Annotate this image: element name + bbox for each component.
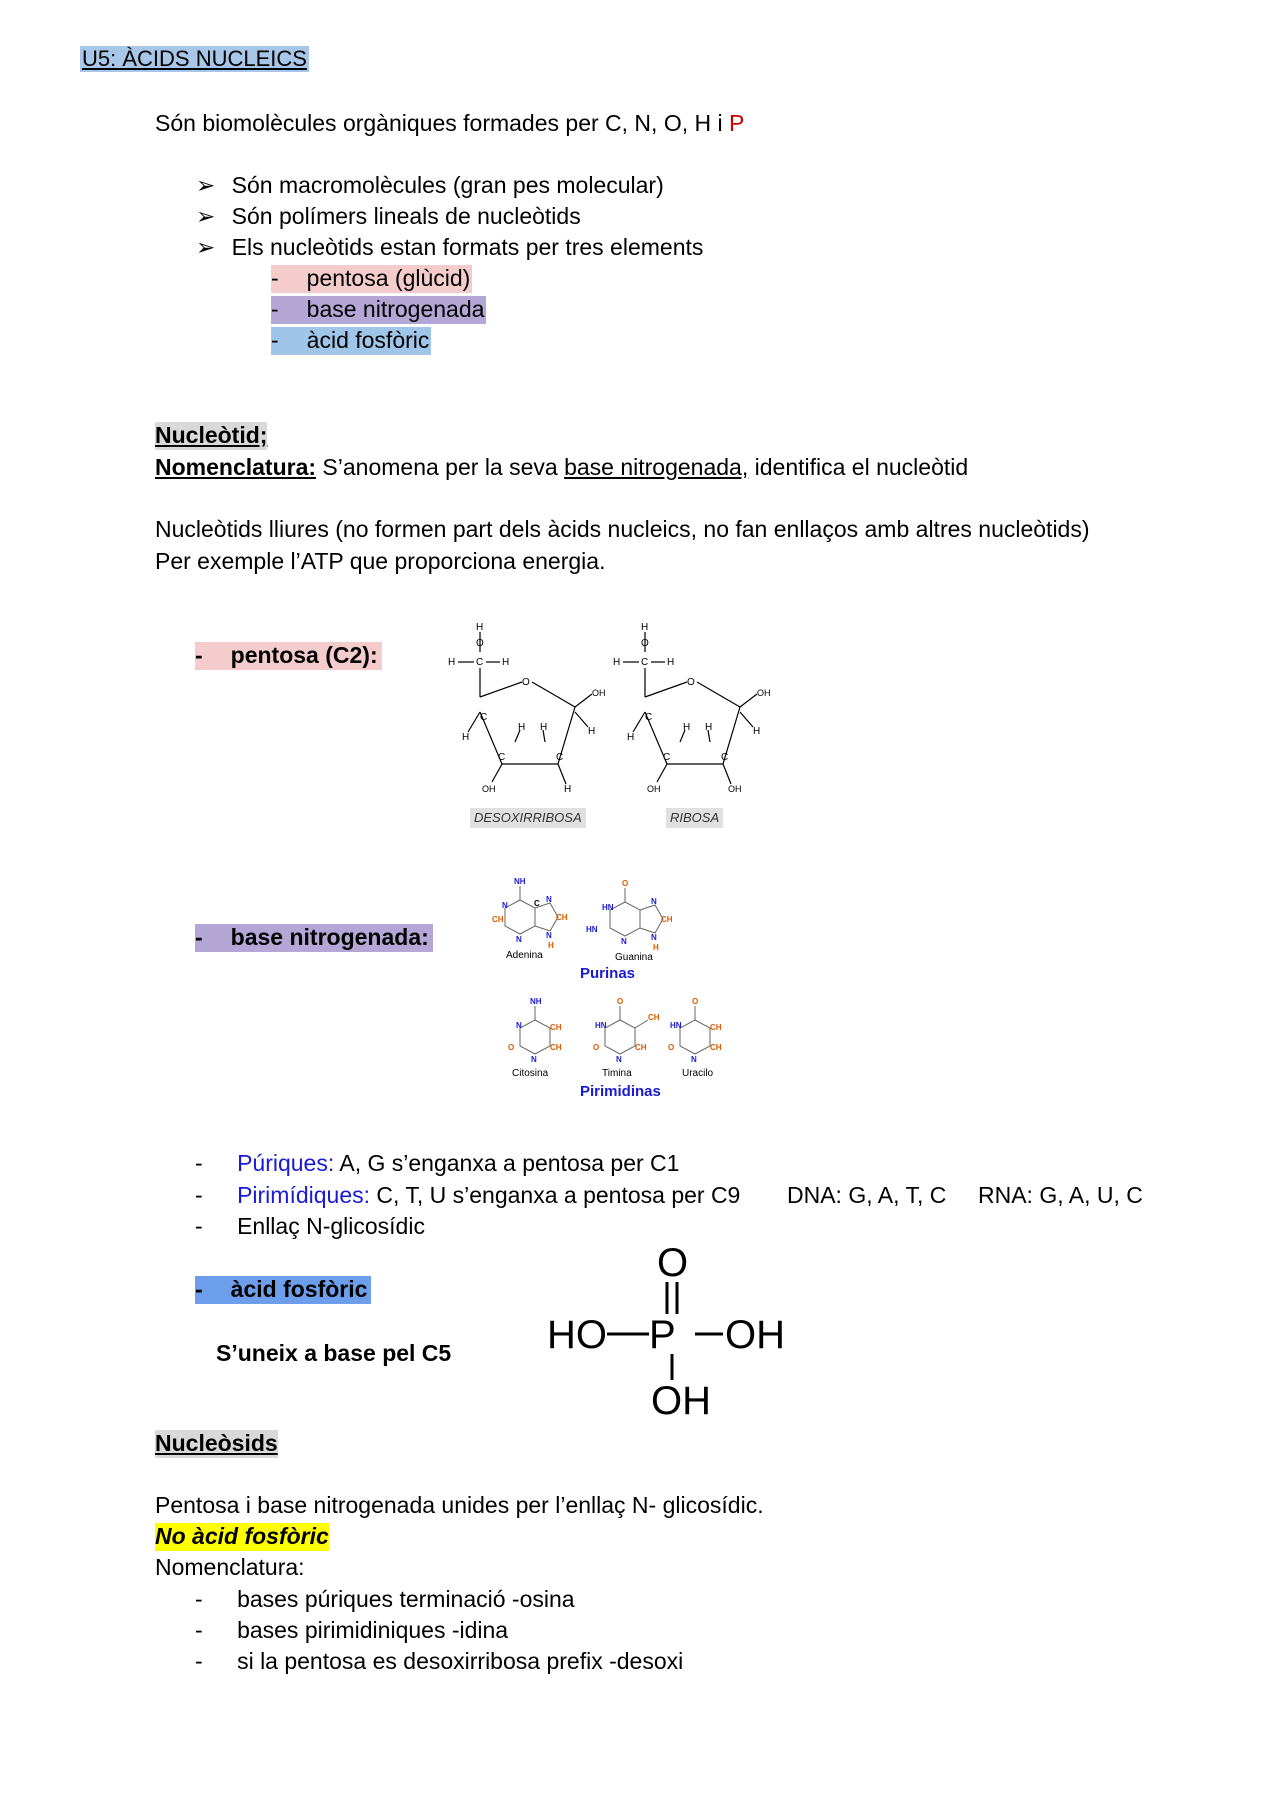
atom-n: N: [546, 931, 552, 940]
atom-h: H: [564, 784, 572, 795]
intro-red-letter: P: [729, 110, 745, 136]
arrow-item-text: Són macromolècules (gran pes molecular): [231, 172, 664, 198]
desoxirribosa-structure: [458, 632, 592, 784]
pyrimidines-title: Pirimidinas: [580, 1083, 661, 1100]
dash: -: [195, 1182, 203, 1208]
atom-oh: OH: [725, 1313, 785, 1357]
atom-n: N: [531, 1055, 537, 1064]
nucleosids-line1: Pentosa i base nitrogenada unides per l’enllaç N- glicosídic.: [155, 1492, 764, 1518]
atom-o: O: [641, 638, 649, 649]
adenina-name: Adenina: [506, 950, 543, 961]
base-label-text: base nitrogenada:: [230, 924, 429, 950]
nomenclatura-post: identifica el nucleòtid: [748, 454, 969, 480]
dash: -: [195, 642, 203, 668]
timina-name: Timina: [602, 1068, 632, 1079]
dash: -: [195, 1586, 203, 1612]
atom-n: N: [502, 901, 508, 910]
atom-ch: CH: [550, 1023, 562, 1032]
atom-c: C: [498, 752, 506, 763]
atom-oh: OH: [592, 688, 606, 698]
atom-h: H: [667, 657, 675, 668]
arrow-bullet-icon: ➢: [196, 203, 216, 229]
atom-o: O: [593, 1043, 600, 1052]
free-nucleotides-line2: Per exemple l’ATP que proporciona energia.: [155, 548, 606, 574]
atom-ho: HO: [547, 1313, 607, 1357]
nucleosids-item-text: bases púriques terminació -osina: [237, 1586, 575, 1612]
ribosa-structure: [623, 632, 757, 784]
arrow-bullet-icon: ➢: [196, 234, 216, 260]
atom-h: H: [540, 722, 548, 733]
dash: -: [271, 296, 279, 322]
atom-o: O: [687, 677, 695, 688]
arrow-bullet-icon: ➢: [196, 172, 216, 198]
atom-h: H: [502, 657, 510, 668]
dash: -: [271, 327, 279, 353]
nucleosids-item-1: [195, 1586, 575, 1614]
atom-o: O: [522, 677, 530, 688]
fosforic-label: [195, 1276, 371, 1304]
enllac-text: Enllaç N-glicosídic: [237, 1213, 425, 1239]
page-title: U5: ÀCIDS NUCLEICS: [82, 46, 307, 71]
timina-structure: [593, 997, 660, 1079]
atom-ch: CH: [661, 915, 673, 924]
atom-hn: HN: [595, 1021, 607, 1030]
atom-h: H: [448, 657, 456, 668]
pirimidiques-text: C, T, U s’enganxa a pentosa per C9: [370, 1182, 741, 1208]
atom-h: H: [548, 941, 554, 950]
pirimidiques-line: [195, 1182, 740, 1210]
nucleosids-heading: Nucleòsids: [155, 1430, 278, 1456]
adenina-structure: [492, 877, 568, 961]
nucleotid-heading: Nucleòtid;: [155, 422, 268, 448]
dash: -: [195, 1276, 203, 1302]
atom-ch: CH: [550, 1043, 562, 1052]
uracilo-name: Uracilo: [682, 1068, 714, 1079]
base-nitrogenada-label: [195, 924, 433, 952]
atom-nh2: NH: [530, 997, 542, 1006]
nucleosids-item-text: si la pentosa es desoxirribosa prefix -desoxi: [237, 1648, 684, 1674]
atom-o: O: [622, 879, 629, 888]
dash: -: [195, 1617, 203, 1643]
atom-oh: OH: [757, 688, 771, 698]
enllac-line: [195, 1213, 425, 1241]
element-text: base nitrogenada: [306, 296, 485, 322]
nucleosids-item-text: bases pirimidiniques -idina: [237, 1617, 509, 1643]
dash: -: [195, 1648, 203, 1674]
dash: -: [195, 1150, 203, 1176]
atom-h: H: [462, 732, 470, 743]
atom-o: O: [692, 997, 699, 1006]
atom-o: O: [657, 1241, 689, 1285]
atom-o: O: [617, 997, 624, 1006]
atom-ch3: CH: [648, 1013, 660, 1022]
phosphoric-acid-structure: [545, 1236, 805, 1416]
fosforic-label-text: àcid fosfòric: [230, 1276, 368, 1302]
atom-c: C: [721, 752, 729, 763]
atom-ch: CH: [492, 915, 504, 924]
atom-h: H: [653, 943, 659, 952]
puriques-text: A, G s’enganxa a pentosa per C1: [334, 1150, 680, 1176]
arrow-item-2: [196, 203, 581, 231]
atom-h: H: [627, 732, 635, 743]
no-fosforic-highlight: No àcid fosfòric: [155, 1523, 329, 1549]
sugar-structures-figure: [440, 612, 800, 832]
atom-oh: OH: [728, 784, 742, 794]
ribosa-atoms: [613, 622, 771, 794]
atom-ch: CH: [556, 913, 568, 922]
atom-n: N: [651, 933, 657, 942]
pentosa-label: [195, 642, 382, 670]
atom-h: H: [613, 657, 621, 668]
atom-h: H: [705, 722, 713, 733]
nucleosids-item-2: [195, 1617, 508, 1645]
atom-hn: HN: [670, 1021, 682, 1030]
guanina-structure: [586, 879, 673, 963]
nitrogen-bases-figure: [490, 870, 780, 1100]
atom-n: N: [691, 1055, 697, 1064]
citosina-structure: [508, 997, 562, 1079]
pirimidiques-label: Pirimídiques:: [237, 1182, 370, 1208]
atom-n: N: [516, 935, 522, 944]
free-nucleotides-line1: Nucleòtids lliures (no formen part dels àcids nucleics, no fan enllaços amb altres nucleòtids): [155, 516, 1090, 542]
puriques-line: [195, 1150, 679, 1178]
atom-n: N: [516, 1021, 522, 1030]
atom-oh: OH: [647, 784, 661, 794]
arrow-item-1: [196, 172, 664, 200]
nomenclatura-label: Nomenclatura:: [155, 454, 317, 480]
atom-c: C: [476, 657, 484, 668]
atom-oh: OH: [651, 1379, 711, 1416]
nomenclatura-link: base nitrogenada,: [564, 454, 749, 480]
nucleosids-nomenclatura: Nomenclatura:: [155, 1554, 305, 1580]
atom-h: H: [588, 726, 596, 737]
atom-hn: HN: [602, 903, 614, 912]
puriques-label: Púriques:: [237, 1150, 335, 1176]
intro-line: [155, 110, 744, 138]
atom-n: N: [616, 1055, 622, 1064]
dash: -: [195, 924, 203, 950]
atom-c: C: [645, 712, 653, 723]
atom-n: N: [621, 937, 627, 946]
element-base: [271, 296, 486, 324]
atom-ch: CH: [710, 1043, 722, 1052]
arrow-item-text: Els nucleòtids estan formats per tres elements: [231, 234, 704, 260]
desoxirribosa-caption: DESOXIRRIBOSA: [470, 808, 586, 828]
element-text: pentosa (glùcid): [306, 265, 471, 291]
element-pentosa: [271, 265, 472, 293]
atom-n: N: [651, 897, 657, 906]
atom-h: H: [683, 722, 691, 733]
atom-h: H: [641, 622, 649, 633]
atom-ch: CH: [635, 1043, 647, 1052]
atom-c: C: [641, 657, 649, 668]
dash: -: [195, 1213, 203, 1239]
intro-text: Són biomolècules orgàniques formades per C, N, O, H i: [155, 110, 723, 136]
arrow-item-3: [196, 234, 703, 262]
atom-h: H: [476, 622, 484, 633]
ribosa-caption: RIBOSA: [666, 808, 723, 828]
atom-c: C: [534, 899, 540, 908]
atom-n: N: [546, 895, 552, 904]
dna-bases: DNA: G, A, T, C: [787, 1182, 947, 1208]
atom-ch: CH: [710, 1023, 722, 1032]
nomenclatura-line: [155, 454, 968, 482]
atom-c: C: [556, 752, 564, 763]
guanina-name: Guanina: [615, 952, 653, 963]
dash: -: [271, 265, 279, 291]
desoxirribosa-atoms: [448, 622, 606, 795]
atom-oh: OH: [482, 784, 496, 794]
atom-c: C: [663, 752, 671, 763]
atom-o: O: [476, 638, 484, 649]
element-fosforic: [271, 327, 431, 355]
atom-o: O: [668, 1043, 675, 1052]
fosforic-note: S’uneix a base pel C5: [216, 1340, 452, 1366]
nucleosids-item-3: [195, 1648, 683, 1676]
atom-o: O: [508, 1043, 515, 1052]
element-text: àcid fosfòric: [306, 327, 430, 353]
atom-h: H: [518, 722, 526, 733]
nomenclatura-pre: S’anomena per la seva: [316, 454, 565, 480]
atom-2hn: HN: [586, 925, 598, 934]
uracilo-structure: [668, 997, 722, 1079]
arrow-item-text: Són polímers lineals de nucleòtids: [231, 203, 581, 229]
citosina-name: Citosina: [512, 1068, 549, 1079]
atom-nh2: NH: [514, 877, 526, 886]
atom-h: H: [753, 726, 761, 737]
atom-p: P: [649, 1313, 676, 1357]
pentosa-label-text: pentosa (C2):: [230, 642, 378, 668]
rna-bases: RNA: G, A, U, C: [978, 1182, 1143, 1208]
purines-title: Purinas: [580, 965, 636, 982]
atom-c: C: [480, 712, 488, 723]
